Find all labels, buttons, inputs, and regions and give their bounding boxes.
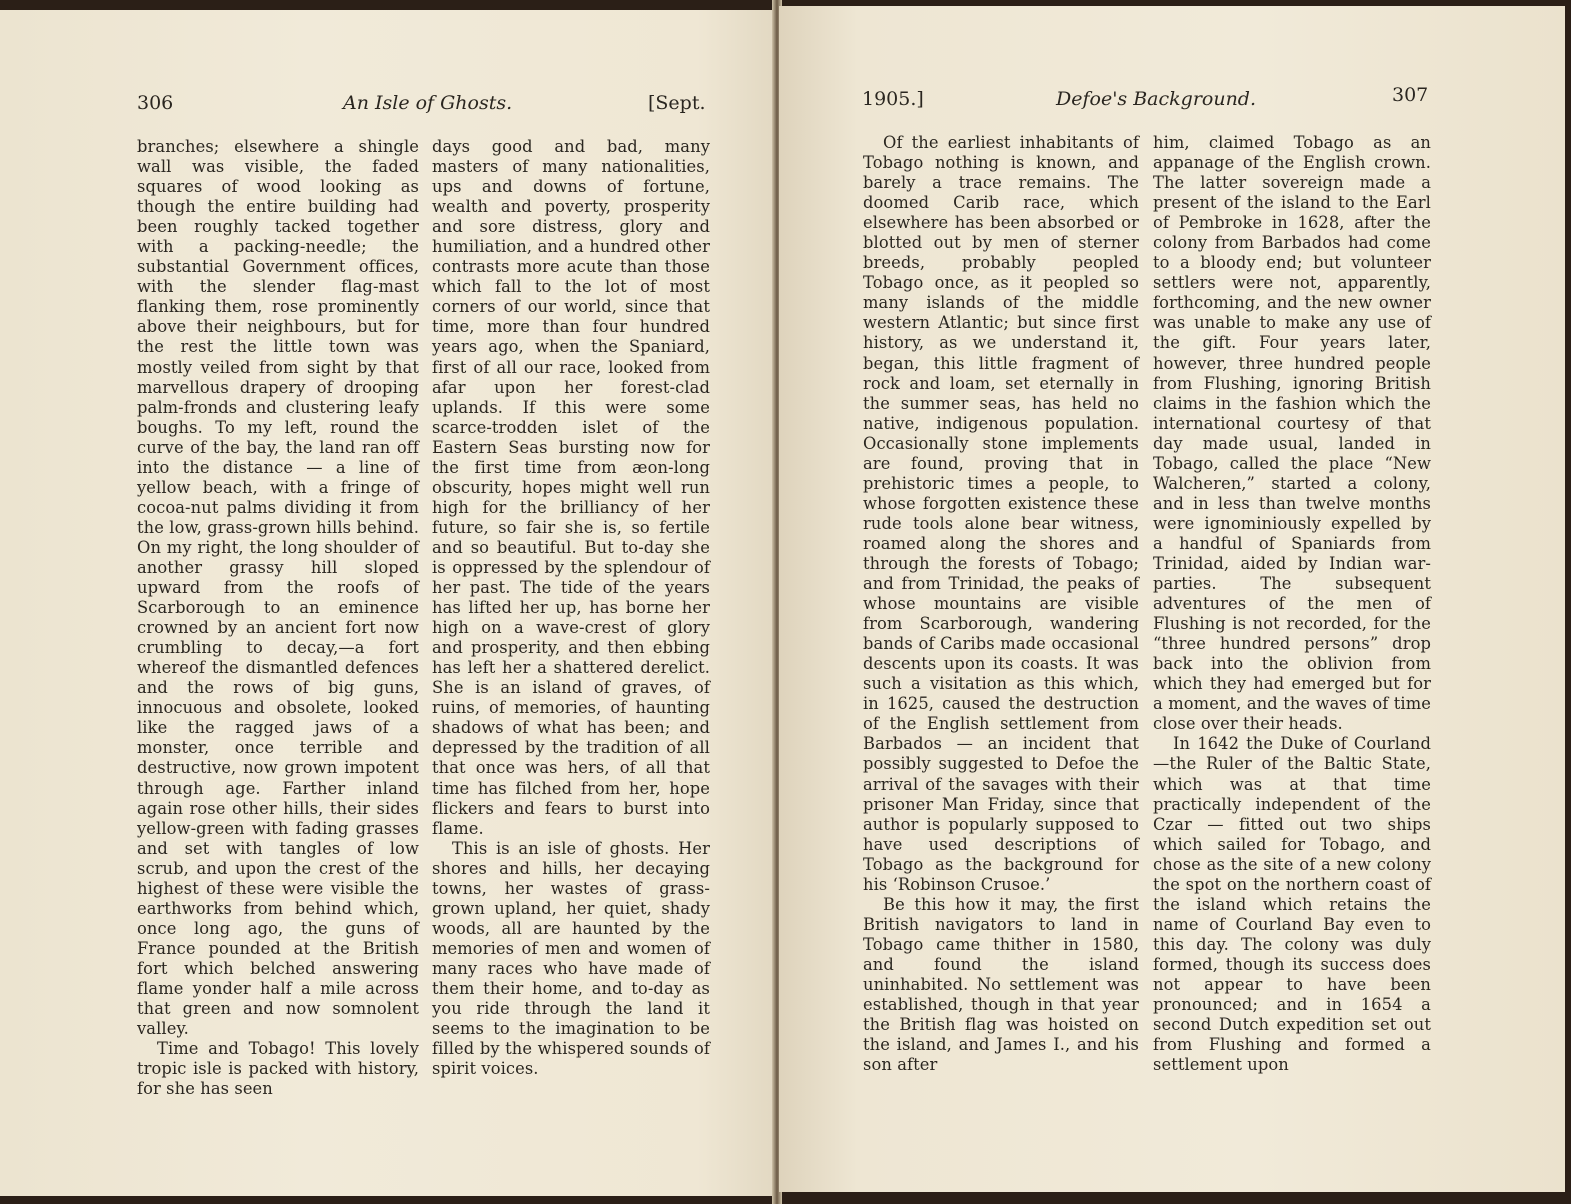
right-page-header [779, 84, 1565, 118]
running-title: Defoe's Background. [1056, 88, 1257, 110]
paragraph: Of the earliest inhabitants of Tobago nothing is known, and barely a trace remains. The doomed Carib race, which elsewhere has been absorbed or blotted out by men of sterner breeds, probably peopled Tobago once, as it peopled so many islands of the middle western Atlantic; but since first history, as we understand it, began, this little fragment of rock and loam, set eternally in the summer seas, has held no native, indigenous population. Occasionally stone implements are found, proving that in prehistoric times a people, to whose forgotten existence these rude tools alone bear witness, roamed along the shores and through the forests of Tobago; and from Trinidad, the peaks of whose mountains are visible from Scarborough, wandering bands of Caribs made occasional descents upon its coasts. It was such a visitation as this which, in 1625, caused the destruction of the English settlement from Barbados — an incident that possibly suggested to Defoe the arrival of the savages with their prisoner Man Friday, since that author is popularly supposed to have used descriptions of Tobago as the background for his ‘Robinson Crusoe.’ [863, 133, 1139, 894]
paragraph: days good and bad, many masters of many nationalities, ups and downs of fortune, wealth and poverty, prosperity and sore distress, glory and humiliation, and a hundred other contrasts more acute than those which fall to the lot of most corners of our world, since that time, more than four hundred years ago, when the Spaniard, first of all our race, looked from afar upon her forest-clad uplands. If this were some scarce-trodden islet of the Eastern Seas bursting now for the first time from æon-long obscurity, hopes might well run high for the brilliancy of her future, so fair she is, so fertile and so beautiful. But to-day she is oppressed by the splendour of her past. The tide of the years has lifted her up, has borne her high on a wave-crest of glory and prosperity, and then ebbing has left her a shattered derelict. She is an island of graves, of ruins, of memories, of haunting shadows of what has been; and depressed by the tradition of all that once was hers, of all that time has filched from her, hope flickers and fears to burst into flame. [432, 137, 710, 838]
paragraph: Be this how it may, the first British navigators to land in Tobago came thither in 1580, and found the island uninhabited. No settlement was established, though in that year the British flag was hoisted on the island, and James I., and his son after [863, 894, 1139, 1075]
left-page [0, 10, 775, 1196]
left-page-column-2 [432, 137, 710, 1079]
right-page-column-2 [1153, 133, 1431, 1075]
left-page-header [0, 92, 775, 122]
paragraph: him, claimed Tobago as an appanage of the English crown. The latter sovereign made a present of the island to the Earl of Pembroke in 1628, after the colony from Barbados had come to a bloody end; but volunteer settlers were not, apparently, forthcoming, and the new owner was unable to make any use of the gift. Four years later, however, three hundred people from Flushing, ignoring British claims in the fashion which the international courtesy of that day made usual, landed in Tobago, called the place “New Walcheren,” started a colony, and in less than twelve months were ignominiously expelled by a handful of Spaniards from Trinidad, aided by Indian war-parties. The subsequent adventures of the men of Flushing is not recorded, for the “three hundred persons” drop back into the oblivion from which they had emerged but for a moment, and the waves of time close over their heads. [1153, 133, 1431, 734]
right-page-column-1 [863, 133, 1139, 1075]
paragraph: This is an isle of ghosts. Her shores and hills, her decaying towns, her wastes of grass-grown upland, her quiet, shady woods, all are haunted by the memories of men and women of many races who have made of them their home, and to-day as you ride through the land it seems to the imagination to be filled by the whispered sounds of spirit voices. [432, 838, 710, 1079]
page-number: 307 [1392, 84, 1429, 106]
left-page-column-1 [137, 137, 419, 1099]
paragraph: In 1642 the Duke of Courland—the Ruler of the Baltic State, which was at that time practically independent of the Czar — fitted out two ships which sailed for Tobago, and chose as the site of a new colony the spot on the northern coast of the island which retains the name of Courland Bay even to this day. The colony was duly formed, though its success does not appear to have been pronounced; and in 1654 a second Dutch expedition set out from Flushing and formed a settlement upon [1153, 734, 1431, 1075]
header-month: [Sept. [648, 92, 706, 114]
right-page [779, 6, 1565, 1192]
running-title: An Isle of Ghosts. [343, 92, 513, 114]
paragraph: Time and Tobago! This lovely tropic isle is packed with history, for she has seen [137, 1039, 419, 1099]
header-year: 1905.] [862, 88, 924, 110]
paragraph: branches; elsewhere a shingle wall was visible, the faded squares of wood looking as though the entire building had been roughly tacked together with a packing-needle; the substantial Government offices, with the slender flag-mast flanking them, rose prominently above their neighbours, but for the rest the little town was mostly veiled from sight by that marvellous drapery of drooping palm-fronds and clustering leafy boughs. To my left, round the curve of the bay, the land ran off into the distance — a line of yellow beach, with a fringe of cocoa-nut palms dividing it from the low, grass-grown hills behind. On my right, the long shoulder of another grassy hill sloped upward from the roofs of Scarborough to an eminence crowned by an ancient fort now crumbling to decay,—a fort whereof the dismantled defences and the rows of big guns, innocuous and obsolete, looked like the ragged jaws of a monster, once terrible and destructive, now grown impotent through age. Farther inland again rose other hills, their sides yellow-green with fading grasses and set with tangles of low scrub, and upon the crest of the highest of these were visible the earthworks from behind which, once long ago, the guns of France pounded at the British fort which belched answering flame yonder half a mile across that green and now somnolent valley. [137, 137, 419, 1039]
page-number: 306 [137, 92, 174, 114]
